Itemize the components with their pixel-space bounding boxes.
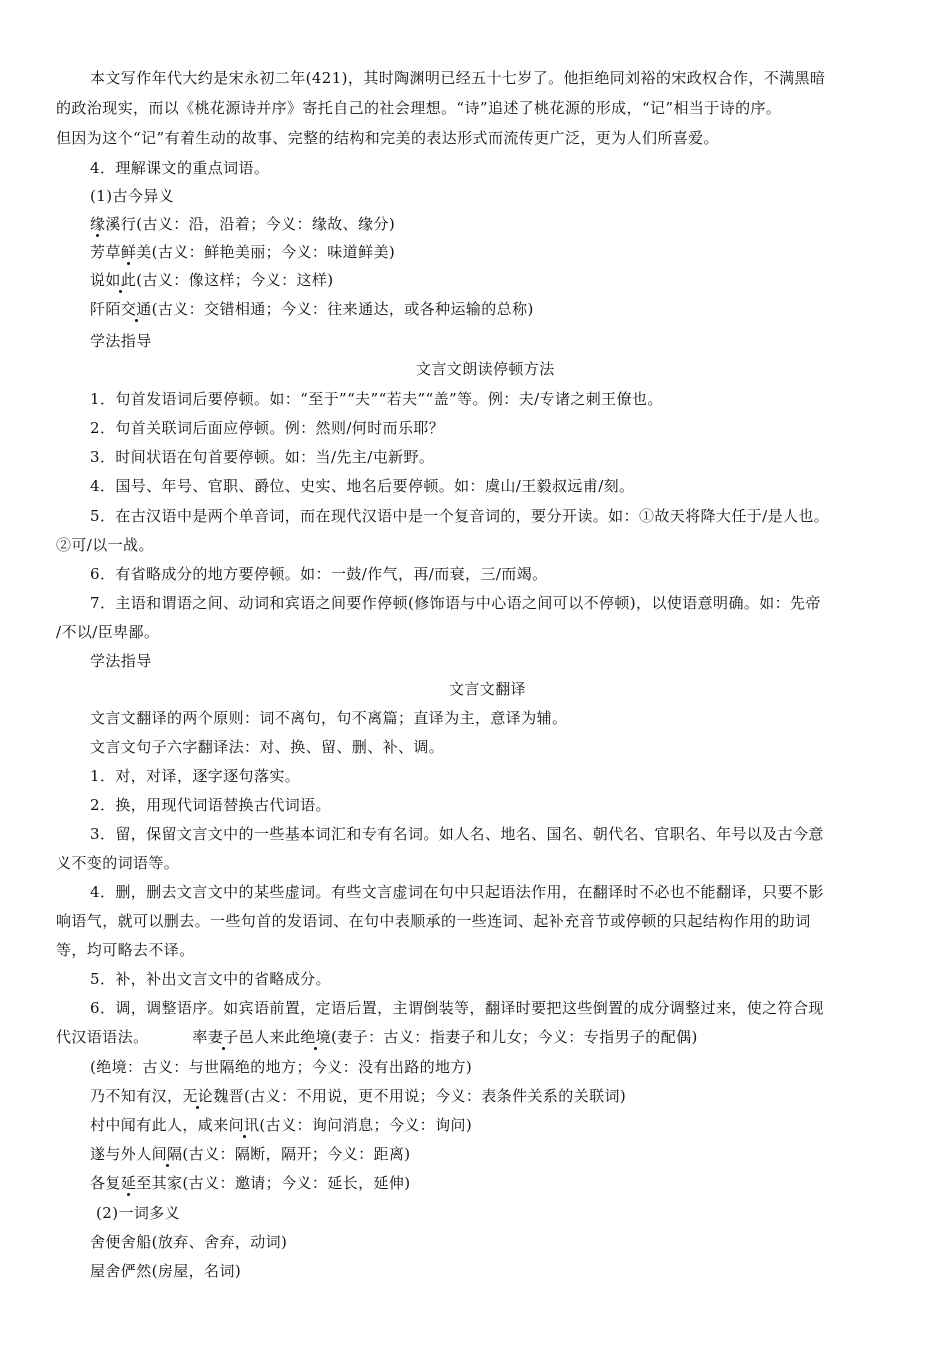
translation-item: 5．补，补出文言文中的省略成分。 <box>90 970 331 988</box>
gujin-item: 缘溪行(古义：沿，沿着；今义：缘故、缘分) <box>90 215 396 233</box>
gujin-item: 说如此(古义：像这样；今义：这样) <box>90 271 334 289</box>
pause-item: 7．主语和谓语之间、动词和宾语之间要作停顿(修饰语与中心语之间可以不停顿)，以使语意明确。如：先帝 <box>90 594 821 612</box>
gujin-item: 芳草鲜美(古义：鲜艳美丽；今义：味道鲜美) <box>90 243 396 261</box>
pause-item: 2．句首关联词后面应停顿。例：然则/何时而乐耶？ <box>90 419 445 437</box>
study-guide-label: 学法指导 <box>90 332 152 350</box>
translation-item: 3．留，保留文言文中的一些基本词汇和专有名词。如人名、地名、国名、朝代名、官职名、年号以及古今意 <box>90 825 824 843</box>
intro-line-3: 但因为这个“记”有着生动的故事、完整的结构和完美的表达形式而流传更广泛，更为人们所喜爱。 <box>56 129 719 147</box>
gujin-item: 各复延至其家(古义：邀请；今义：延长，延伸) <box>90 1174 411 1192</box>
polysemy-item: 舍便舍船(放弃、舍弃，动词) <box>90 1233 288 1251</box>
translation-item: 2．换，用现代词语替换古代词语。 <box>90 796 331 814</box>
gujin-item: 阡陌交通(古义：交错相通；今义：往来通达，或各种运输的总称) <box>90 300 534 318</box>
translation-item: 1．对，对译，逐字逐句落实。 <box>90 767 301 785</box>
gujin-item: (绝境：古义：与世隔绝的地方；今义：没有出路的地方) <box>90 1058 473 1076</box>
study-guide-label: 学法指导 <box>90 652 152 670</box>
section-4-heading: 4．理解课文的重点词语。 <box>90 159 270 177</box>
pause-item: 4．国号、年号、官职、爵位、史实、地名后要停顿。如：虞山/王毅叔远甫/刻。 <box>90 477 635 495</box>
pause-item: 5．在古汉语中是两个单音词，而在现代汉语中是一个复音词的，要分开读。如：①故天将降大任于/是人也。 <box>90 507 830 525</box>
pause-method-title: 文言文朗读停顿方法 <box>416 360 555 378</box>
intro-line-1: 本文写作年代大约是宋永初二年(421)，其时陶渊明已经五十七岁了。他拒绝同刘裕的宋政权合作，不满黑暗 <box>90 69 826 87</box>
intro-line-2: 的政治现实，而以《桃花源诗并序》寄托自己的社会理想。“诗”追述了桃花源的形成，“记”相当于诗的序。 <box>56 99 782 117</box>
translation-item: 4．删，删去文言文中的某些虚词。有些文言虚词在句中只起语法作用，在翻译时不必也不能翻译，只要不影 <box>90 883 824 901</box>
translation-title: 文言文翻译 <box>449 680 527 698</box>
gujin-item: 乃不知有汉，无论魏晋(古义：不用说，更不用说；今义：表条件关系的关联词) <box>90 1087 627 1105</box>
pause-item: ②可/以一战。 <box>56 536 154 554</box>
translation-item: 6．调，调整语序。如宾语前置，定语后置，主谓倒装等，翻译时要把这些倒置的成分调整过来，使之符合现 <box>90 999 824 1017</box>
pause-item: 3．时间状语在句首要停顿。如：当/先主/屯新野。 <box>90 448 435 466</box>
gujin-item: 村中闻有此人，咸来问讯(古义：询问消息；今义：询问) <box>90 1116 473 1134</box>
translation-item: 响语气，就可以删去。一些句首的发语词、在句中表顺承的一些连词、起补充音节或停顿的只起结构作用的助词 <box>56 912 811 930</box>
polysemy-item: 屋舍俨然(房屋，名词) <box>90 1262 242 1280</box>
translation-principles: 文言文翻译的两个原则：词不离句，句不离篇；直译为主，意译为辅。 <box>90 709 568 727</box>
polysemy-subtitle: (2)一词多义 <box>96 1204 181 1222</box>
pause-item: 6．有省略成分的地方要停顿。如：一鼓/作气，再/而衰，三/而竭。 <box>90 565 548 583</box>
pause-item: 1．句首发语词后要停顿。如：“至于”“夫”“若夫”“盖”等。例：夫/专诸之刺王僚也。 <box>90 390 663 408</box>
translation-item: 义不变的词语等。 <box>56 854 180 872</box>
translation-six-method: 文言文句子六字翻译法：对、换、留、删、补、调。 <box>90 738 445 756</box>
gujin-item: 遂与外人间隔(古义：隔断，隔开；今义：距离) <box>90 1145 411 1163</box>
translation-item-last: 代汉语语法。 率妻子邑人来此绝境(妻子：古义：指妻子和儿女；今义：专指男子的配偶) <box>56 1028 698 1046</box>
translation-item: 等，均可略去不译。 <box>56 941 195 959</box>
pause-item: /不以/臣卑鄙。 <box>56 623 160 641</box>
gujin-subtitle: (1)古今异义 <box>90 187 175 205</box>
